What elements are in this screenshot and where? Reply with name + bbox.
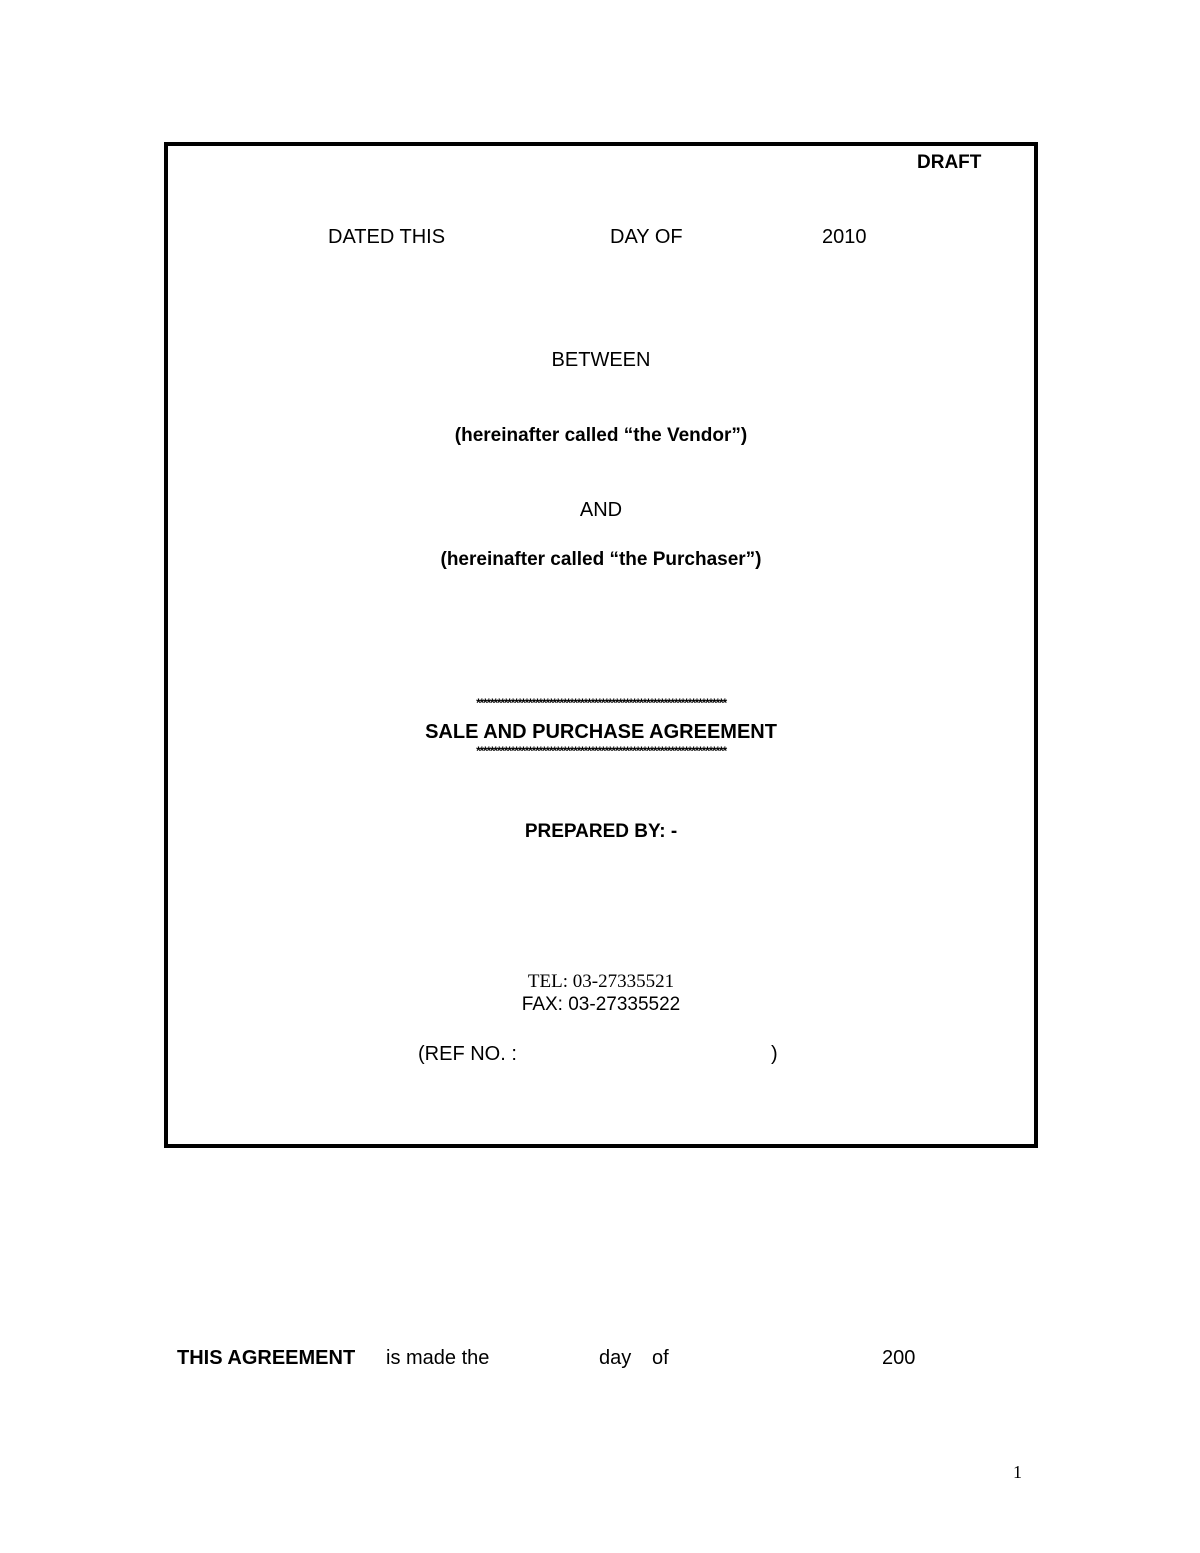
year-value: 2010 <box>822 226 867 248</box>
vendor-line: (hereinafter called “the Vendor”) <box>454 425 748 446</box>
stars-divider-bottom: ************************************************************************ <box>476 744 726 758</box>
dated-this-label: DATED THIS <box>328 226 446 248</box>
purchaser-line: (hereinafter called “the Purchaser”) <box>440 549 762 570</box>
of-label: of <box>652 1347 669 1369</box>
page-number: 1 <box>1013 1462 1022 1482</box>
fax-line: FAX: 03-27335522 <box>521 994 681 1015</box>
day-label: day <box>599 1347 632 1369</box>
between-label: BETWEEN <box>551 349 651 371</box>
made-the-label: is made the <box>386 1347 490 1369</box>
agreement-year: 200 <box>882 1347 916 1369</box>
agreement-lead: THIS AGREEMENT <box>177 1347 356 1369</box>
stars-divider-top: ************************************************************************ <box>476 696 726 710</box>
draft-label: DRAFT <box>917 152 982 173</box>
ref-no-close: ) <box>771 1043 778 1065</box>
ref-no-label: (REF NO. : <box>418 1043 517 1065</box>
agreement-title: SALE AND PURCHASE AGREEMENT <box>425 721 777 743</box>
tel-line: TEL: 03-27335521 <box>527 971 675 992</box>
day-of-label: DAY OF <box>610 226 683 248</box>
and-label: AND <box>579 499 623 521</box>
prepared-by-label: PREPARED BY: - <box>524 821 678 842</box>
